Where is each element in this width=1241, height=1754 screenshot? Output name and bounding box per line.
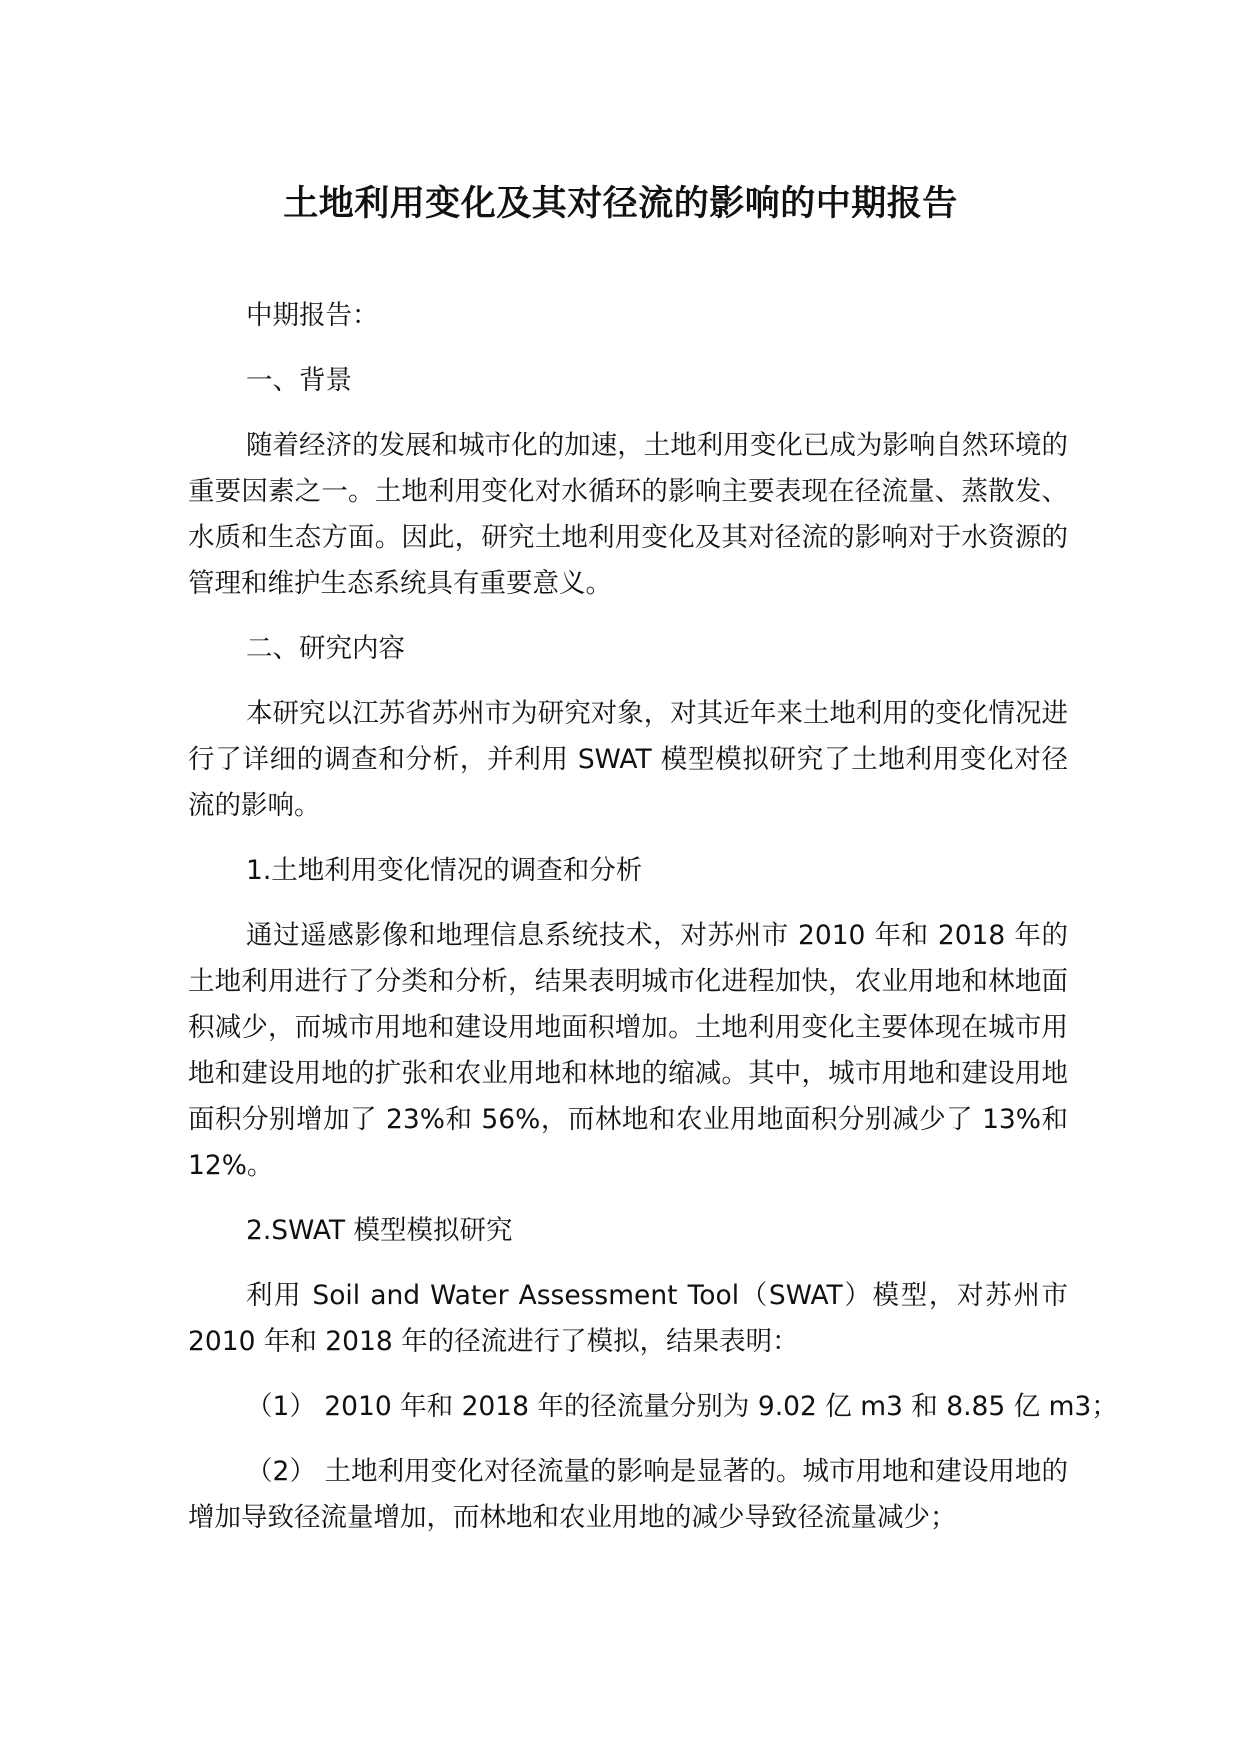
subheading-swat-simulation: 2.SWAT 模型模拟研究	[246, 1215, 513, 1246]
document-body	[188, 293, 1118, 1560]
paragraph-land-use-survey: 通过遥感影像和地理信息系统技术，对苏州市 2010 年和 2018 年的土地利用进行了分类和分析，结果表明城市化进程加快，农业用地和林地面积减少，而城市用地和建设用地面积增加。土地利用变化主要体现在城市用地和建设用地的扩张和农业用地和林地的缩减。其中，城市用地和建设用地面积分别增加了 23%和 56%，而林地和农业用地面积分别减少了 13%和 12%。	[188, 920, 1068, 1181]
document-title: 土地利用变化及其对径流的影响的中期报告	[283, 184, 958, 224]
paragraph-research-content: 本研究以江苏省苏州市为研究对象，对其近年来土地利用的变化情况进行了详细的调查和分析，并利用 SWAT 模型模拟研究了土地利用变化对径流的影响。	[188, 698, 1068, 821]
paragraph-swat-simulation: 利用 Soil and Water Assessment Tool（SWAT）模型，对苏州市 2010 年和 2018 年的径流进行了模拟，结果表明：	[188, 1280, 1068, 1357]
section-heading-research-content: 二、研究内容	[246, 633, 405, 664]
result-item-1: （1） 2010 年和 2018 年的径流量分别为 9.02 亿 m3 和 8.85 亿 m3；	[246, 1391, 1118, 1422]
subheading-land-use-survey: 1.土地利用变化情况的调查和分析	[246, 855, 643, 886]
result-item-2: （2） 土地利用变化对径流量的影响是显著的。城市用地和建设用地的增加导致径流量增加，而林地和农业用地的减少导致径流量减少；	[188, 1456, 1068, 1533]
section-heading-background: 一、背景	[246, 365, 352, 396]
report-label: 中期报告：	[246, 300, 379, 331]
paragraph-background: 随着经济的发展和城市化的加速，土地利用变化已成为影响自然环境的重要因素之一。土地利用变化对水循环的影响主要表现在径流量、蒸散发、水质和生态方面。因此，研究土地利用变化及其对径流的影响对于水资源的管理和维护生态系统具有重要意义。	[188, 430, 1068, 599]
